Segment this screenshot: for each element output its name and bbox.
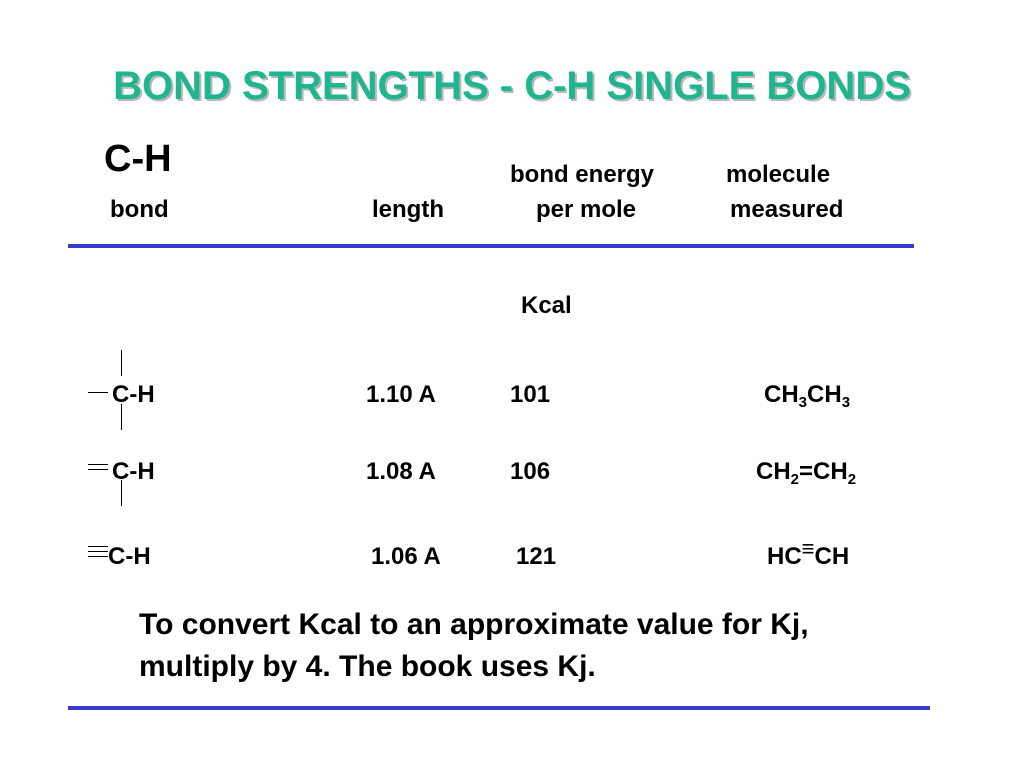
header-energy-line2: per mole [536,196,637,223]
row3-molecule-part1: HC [767,543,802,570]
row2-length: 1.08 A [366,458,436,485]
unit-label: Kcal [521,292,572,319]
row2-molecule-sub2: 2 [847,471,857,488]
row2-molecule-part1: CH [756,458,791,485]
bond-type-label: C-H [104,138,172,180]
row2-molecule-part2: =CH [799,458,848,485]
row1-molecule [764,381,850,411]
row1-molecule-part2: CH [807,381,842,408]
triple-bond-line-2 [88,551,108,552]
double-bond-line-2 [88,469,108,470]
header-molecule-line1: molecule [726,161,831,188]
double-bond-line-1 [88,464,108,465]
slide-title: BOND STRENGTHS - C-H SINGLE BONDS [113,64,911,108]
row2-bond: C-H [112,458,155,485]
row2-molecule [756,458,856,488]
footer-divider [68,706,930,710]
row1-energy: 101 [510,381,551,408]
header-molecule-line2: measured [730,196,844,223]
row3-molecule-part2: CH [814,543,850,570]
bond-line-left [88,392,108,393]
row3-length: 1.06 A [371,543,441,570]
row1-molecule-sub1: 3 [798,394,808,411]
row3-bond: C-H [108,543,151,570]
row3-energy: 121 [516,543,557,570]
triple-bond-line-1 [88,546,108,547]
row3-molecule-triple-bond: ≡ [801,536,815,561]
row3-molecule [767,536,850,571]
header-energy-line1: bond energy [510,161,655,188]
conversion-note: To convert Kcal to an approximate value for Kj, multiply by 4. The book uses Kj. [139,608,809,683]
triple-bond-line-3 [88,556,108,557]
header-length: length [372,196,444,223]
row1-molecule-part1: CH [764,381,799,408]
header-divider [68,244,914,248]
bond-line-top [121,350,122,376]
row1-bond: C-H [112,381,155,408]
header-bond: bond [110,196,169,223]
row2-molecule-sub1: 2 [790,471,800,488]
row2-energy: 106 [510,458,551,485]
row1-length: 1.10 A [366,381,436,408]
row1-molecule-sub2: 3 [841,394,851,411]
